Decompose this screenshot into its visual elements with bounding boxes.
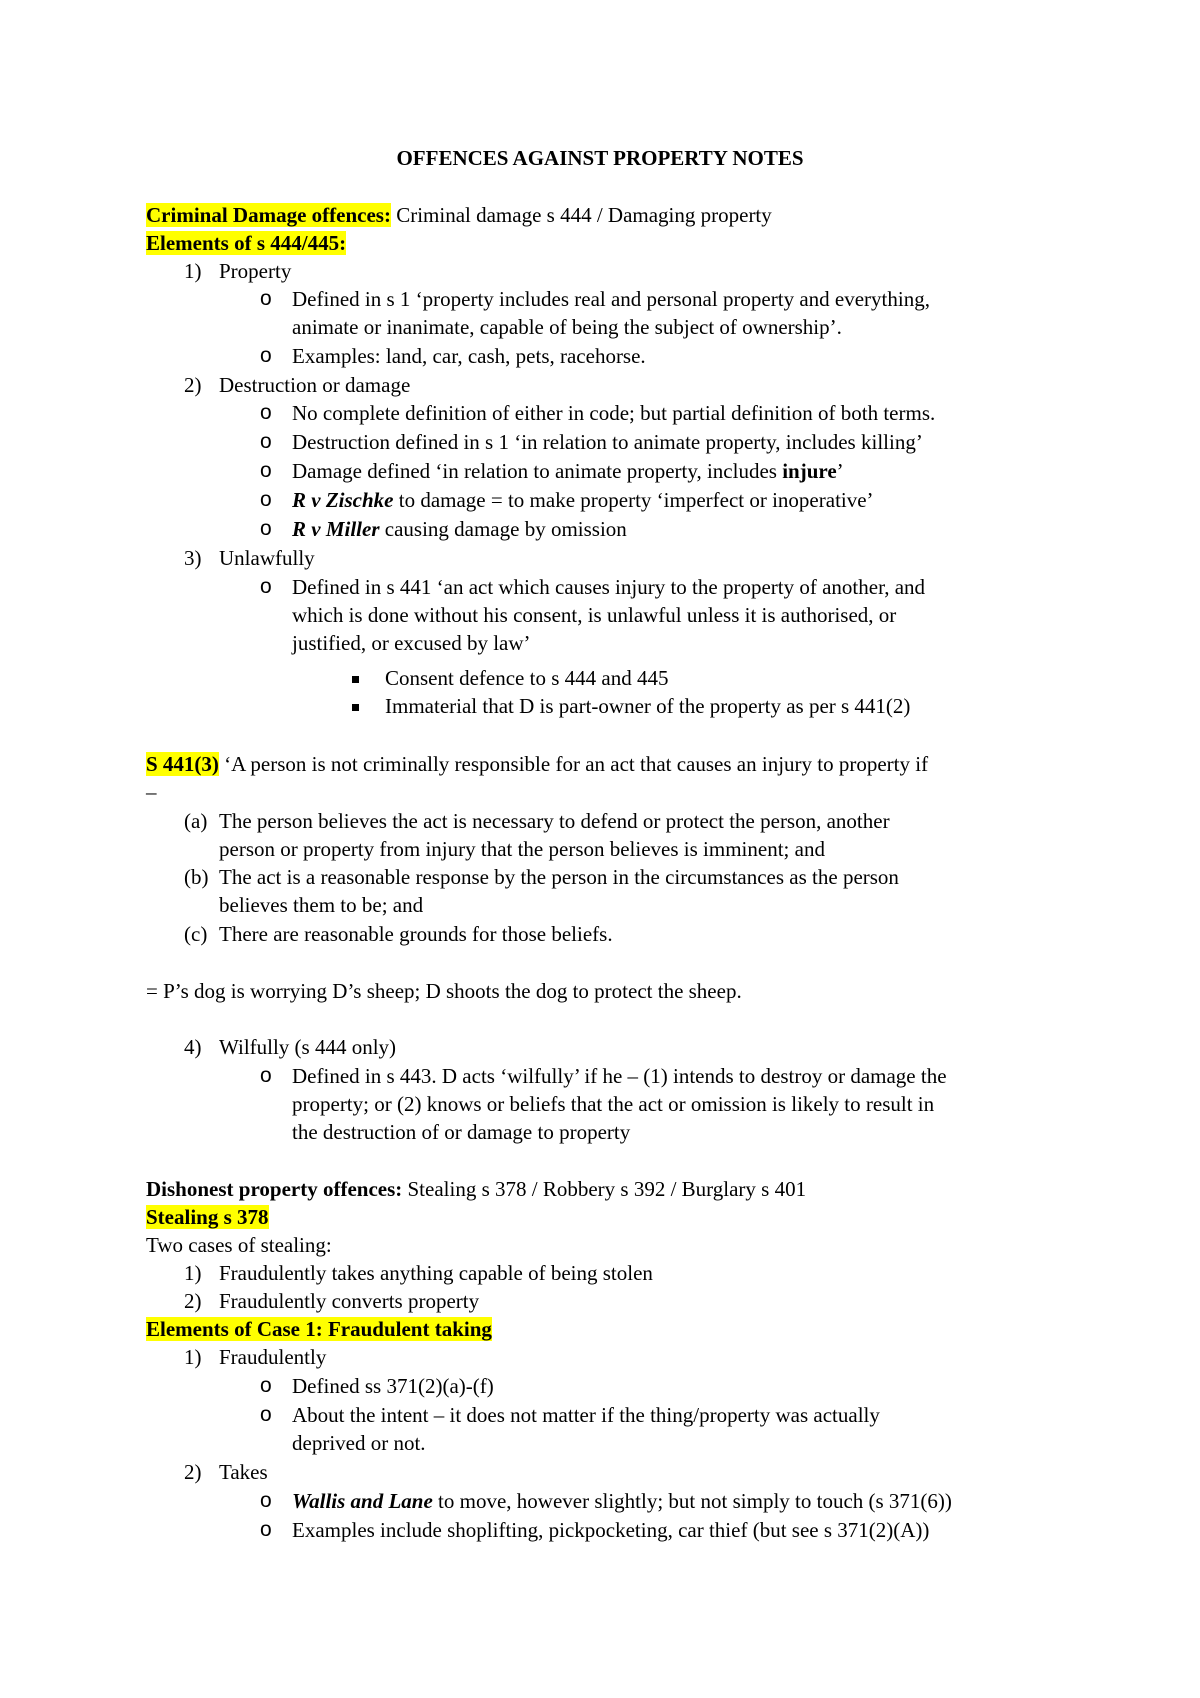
sub-bullet-text: Immaterial that D is part-owner of the property as per s 441(2) (385, 694, 911, 718)
bullet-text: Destruction defined in s 1 ‘in relation to animate property, includes killing’ (292, 430, 923, 454)
list-letter: (b) (184, 865, 209, 889)
bullet-text: deprived or not. (292, 1431, 426, 1455)
list-item: Wilfully (s 444 only) (219, 1035, 397, 1059)
section-paragraph: S 441(3) ‘A person is not criminally responsible for an act that causes an injury to property if (146, 752, 929, 776)
bullet-icon: o (260, 459, 272, 482)
bullet-icon: o (260, 517, 272, 540)
list-item: Property (219, 259, 292, 283)
list-number: 2) (184, 1460, 202, 1484)
case-name: Wallis and Lane (292, 1489, 433, 1513)
bullet-text: Defined ss 371(2)(a)-(f) (292, 1374, 494, 1398)
example-line: = P’s dog is worrying D’s sheep; D shoots the dog to protect the sheep. (146, 979, 742, 1003)
bullet-text: R v Miller causing damage by omission (292, 517, 627, 541)
case-name: R v Zischke (292, 488, 394, 512)
bullet-text: property; or (2) knows or beliefs that the act or omission is likely to result in (292, 1092, 935, 1116)
stealing-heading: Stealing s 378 (146, 1205, 269, 1229)
bullet-icon: o (260, 575, 272, 598)
bullet-text: which is done without his consent, is unlawful unless it is authorised, or (292, 603, 897, 627)
bullet-text: the destruction of or damage to property (292, 1120, 631, 1144)
case-name: R v Miller (292, 517, 380, 541)
bullet-icon: o (260, 401, 272, 424)
bullet-icon: o (260, 344, 272, 367)
square-bullet-icon (352, 676, 359, 683)
list-item: Fraudulently (219, 1345, 327, 1369)
two-cases-text: Two cases of stealing: (146, 1233, 332, 1257)
dishonest-heading: Dishonest property offences: Stealing s 378 / Robbery s 392 / Burglary s 401 (146, 1177, 807, 1201)
list-item: person or property from injury that the person believes is imminent; and (219, 837, 825, 861)
list-item: Fraudulently converts property (219, 1289, 480, 1313)
list-number: 3) (184, 546, 202, 570)
bullet-text: Damage defined ‘in relation to animate property, includes injure’ (292, 459, 844, 483)
list-item: The person believes the act is necessary to defend or protect the person, another (219, 809, 890, 833)
bullet-text: animate or inanimate, capable of being the subject of ownership’. (292, 315, 842, 339)
bullet-icon: o (260, 1374, 272, 1397)
list-number: 1) (184, 1345, 202, 1369)
bullet-text: justified, or excused by law’ (292, 631, 531, 655)
page-title: OFFENCES AGAINST PROPERTY NOTES (396, 146, 804, 170)
list-item: There are reasonable grounds for those beliefs. (219, 922, 613, 946)
bullet-icon: o (260, 1064, 272, 1087)
list-number: 4) (184, 1035, 202, 1059)
section-highlight: S 441(3) (146, 752, 219, 776)
list-item: Destruction or damage (219, 373, 411, 397)
square-bullet-icon (352, 704, 359, 711)
bullet-icon: o (260, 430, 272, 453)
sub-bullet-text: Consent defence to s 444 and 445 (385, 666, 669, 690)
list-number: 1) (184, 259, 202, 283)
bullet-icon: o (260, 488, 272, 511)
bullet-text: Defined in s 1 ‘property includes real and personal property and everything, (292, 287, 930, 311)
list-number: 2) (184, 373, 202, 397)
criminal-damage-heading: Criminal Damage offences: Criminal damage s 444 / Damaging property (146, 203, 772, 227)
dash: – (146, 780, 157, 804)
bullet-text: Examples: land, car, cash, pets, racehorse. (292, 344, 646, 368)
list-number: 2) (184, 1289, 202, 1313)
list-item: Unlawfully (219, 546, 315, 570)
bullet-text: Defined in s 441 ‘an act which causes injury to the property of another, and (292, 575, 926, 599)
bullet-text: Examples include shoplifting, pickpocketing, car thief (but see s 371(2)(A)) (292, 1518, 930, 1542)
bullet-text: R v Zischke to damage = to make property ‘imperfect or inoperative’ (292, 488, 874, 512)
elements-heading: Elements of s 444/445: (146, 231, 347, 255)
bullet-icon: o (260, 1489, 272, 1512)
list-item: The act is a reasonable response by the person in the circumstances as the person (219, 865, 899, 889)
list-item: Takes (219, 1460, 268, 1484)
list-item: Fraudulently takes anything capable of being stolen (219, 1261, 653, 1285)
list-letter: (a) (184, 809, 208, 833)
bullet-icon: o (260, 1403, 272, 1426)
bullet-icon: o (260, 1518, 272, 1541)
list-letter: (c) (184, 922, 208, 946)
list-number: 1) (184, 1261, 202, 1285)
bullet-text: Wallis and Lane to move, however slightly; but not simply to touch (s 371(6)) (292, 1489, 952, 1513)
bullet-text: No complete definition of either in code; but partial definition of both terms. (292, 401, 936, 425)
list-item: believes them to be; and (219, 893, 424, 917)
heading-highlight: Criminal Damage offences: (146, 203, 391, 227)
bullet-text: About the intent – it does not matter if the thing/property was actually (292, 1403, 880, 1427)
bullet-text: Defined in s 443. D acts ‘wilfully’ if he – (1) intends to destroy or damage the (292, 1064, 947, 1088)
elements-case1-heading: Elements of Case 1: Fraudulent taking (146, 1317, 492, 1341)
bullet-icon: o (260, 287, 272, 310)
